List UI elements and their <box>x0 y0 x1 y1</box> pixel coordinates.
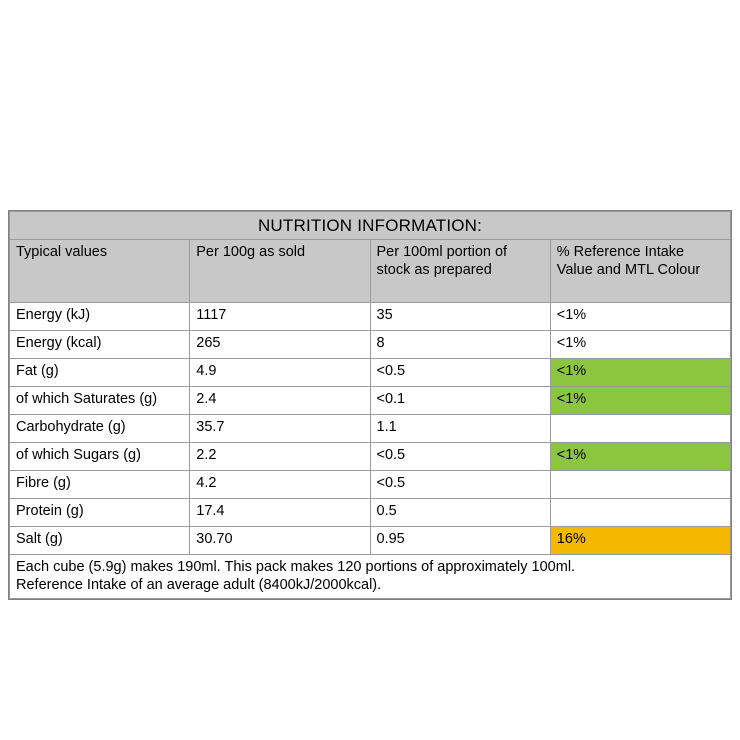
row-reference-intake: <1% <box>550 303 730 331</box>
row-per-portion: <0.5 <box>370 471 550 499</box>
row-reference-intake <box>550 471 730 499</box>
row-per-portion: <0.1 <box>370 387 550 415</box>
footnote-row <box>10 555 731 598</box>
row-reference-intake <box>550 415 730 443</box>
row-per-100g: 4.9 <box>190 359 370 387</box>
panel-title: NUTRITION INFORMATION: <box>10 212 731 240</box>
row-per-portion: <0.5 <box>370 443 550 471</box>
row-reference-intake <box>550 499 730 527</box>
row-per-portion: 1.1 <box>370 415 550 443</box>
row-per-100g: 2.4 <box>190 387 370 415</box>
table-row <box>10 527 731 555</box>
row-per-portion: 35 <box>370 303 550 331</box>
row-reference-intake: <1% <box>550 359 730 387</box>
nutrition-information-panel <box>8 210 732 600</box>
footnote-line-1: Each cube (5.9g) makes 190ml. This pack makes 120 portions of approximately 100ml. <box>16 559 576 576</box>
table-row <box>10 331 731 359</box>
table-row <box>10 415 731 443</box>
row-per-portion: 0.5 <box>370 499 550 527</box>
row-label: Energy (kJ) <box>10 303 190 331</box>
row-per-100g: 4.2 <box>190 471 370 499</box>
row-reference-intake: <1% <box>550 443 730 471</box>
table-row <box>10 471 731 499</box>
footnote-cell <box>10 555 731 598</box>
row-label: Carbohydrate (g) <box>10 415 190 443</box>
nutrition-table <box>9 211 731 599</box>
table-row <box>10 499 731 527</box>
column-header-typical-values: Typical values <box>10 240 190 303</box>
table-row <box>10 303 731 331</box>
row-label: Fat (g) <box>10 359 190 387</box>
nutrition-table-body <box>10 212 731 599</box>
row-label: Energy (kcal) <box>10 331 190 359</box>
row-per-100g: 30.70 <box>190 527 370 555</box>
table-row <box>10 443 731 471</box>
column-header-reference-intake: % Reference Intake Value and MTL Colour <box>550 240 730 303</box>
row-reference-intake: <1% <box>550 387 730 415</box>
row-per-portion: 8 <box>370 331 550 359</box>
row-label: Protein (g) <box>10 499 190 527</box>
row-per-100g: 17.4 <box>190 499 370 527</box>
row-reference-intake: <1% <box>550 331 730 359</box>
row-per-100g: 35.7 <box>190 415 370 443</box>
row-label: of which Sugars (g) <box>10 443 190 471</box>
row-per-portion: <0.5 <box>370 359 550 387</box>
row-reference-intake: 16% <box>550 527 730 555</box>
row-per-100g: 2.2 <box>190 443 370 471</box>
row-label: Salt (g) <box>10 527 190 555</box>
row-label: Fibre (g) <box>10 471 190 499</box>
table-row <box>10 359 731 387</box>
row-per-100g: 265 <box>190 331 370 359</box>
column-header-row <box>10 240 731 303</box>
table-row <box>10 387 731 415</box>
row-label: of which Saturates (g) <box>10 387 190 415</box>
column-header-per-portion: Per 100ml portion of stock as prepared <box>370 240 550 303</box>
nutrition-title-row <box>10 212 731 240</box>
footnote-line-2: Reference Intake of an average adult (8400kJ/2000kcal). <box>16 577 382 594</box>
row-per-100g: 1117 <box>190 303 370 331</box>
row-per-portion: 0.95 <box>370 527 550 555</box>
column-header-per-100g: Per 100g as sold <box>190 240 370 303</box>
